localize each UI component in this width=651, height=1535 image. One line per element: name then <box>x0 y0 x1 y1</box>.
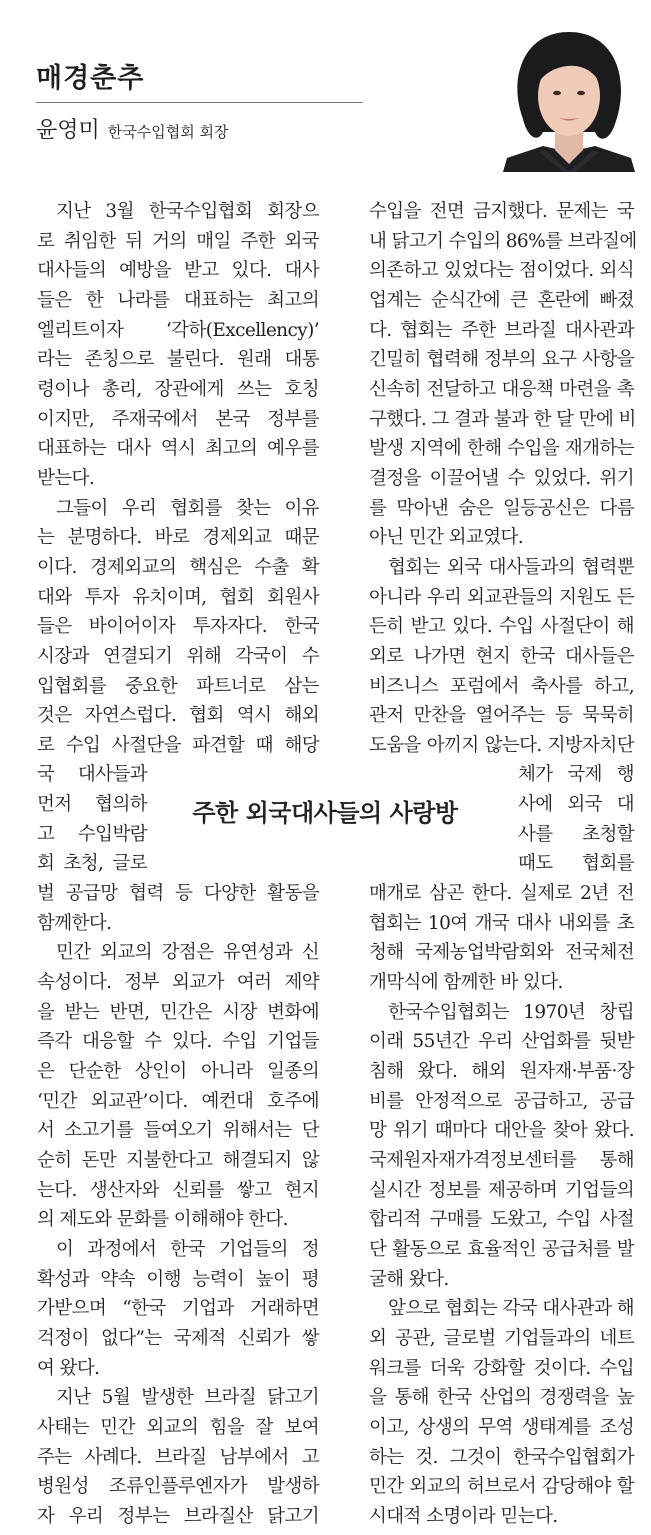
article-line: 들은 바이어이자 투자자다. 한국 <box>37 616 319 638</box>
article-line: 을 통해 한국 산업의 경쟁력을 높 <box>369 1387 634 1409</box>
article-line: 국제원자재가격정보센터를 통해 <box>369 1150 634 1171</box>
article-line: 앞으로 협회는 각국 대사관과 해 <box>388 1298 634 1320</box>
article-line: 협회는 10여 개국 대사 내외를 초 <box>369 912 634 934</box>
article-line: 비를 안정적으로 공급하고, 공급 <box>369 1090 634 1112</box>
article-line: 벌 공급망 협력 등 다양한 활동을 <box>37 883 319 905</box>
article-line: 침해 왔다. 해외 원자재·부품·장 <box>369 1061 634 1083</box>
article-line: 을 받는 반면, 민간은 시장 변화에 <box>37 1001 319 1023</box>
article-line: 엘리트이자 ‘각하(Excellency)’ <box>37 319 319 341</box>
column-name: 매경춘추 <box>36 63 145 94</box>
article-line: 아닌 민간 외교였다. <box>369 527 524 549</box>
article-line: 외 공관, 글로벌 기업들과의 네트 <box>369 1327 634 1349</box>
article-line: 단 활동으로 효율적인 공급처를 발 <box>369 1238 634 1260</box>
article-line: 구했다. 그 결과 불과 한 달 만에 비 <box>369 408 636 430</box>
article-line: 것은 자연스럽다. 협회 역시 해외 <box>37 705 319 727</box>
article-line: 여 왔다. <box>37 1357 100 1379</box>
article-line: 이다. 경제외교의 핵심은 수출 확 <box>37 556 319 578</box>
article-line: 입협회를 중요한 파트너로 삼는 <box>37 675 319 697</box>
article-line: 가받으며 “한국 기업과 거래하면 <box>37 1298 319 1320</box>
article-line: 발생 지역에 한해 수입을 재개하는 <box>369 438 634 460</box>
article-line: 외로 나가면 현지 한국 대사들은 <box>369 645 634 667</box>
author-portrait-icon <box>503 24 635 172</box>
article-line: 하는 것. 그것이 한국수입협회가 <box>369 1446 634 1468</box>
article-line: 이고, 상생의 무역 생태계를 조성 <box>369 1416 634 1438</box>
byline <box>36 113 228 144</box>
article-line: 비즈니스 포럼에서 축사를 하고, <box>369 675 634 697</box>
pull-quote-headline: 주한 외국대사들의 사랑방 <box>192 798 458 827</box>
article-line: 은 단순한 상인이 아니라 일종의 <box>37 1061 319 1083</box>
article-line: 시대적 소명이라 믿는다. <box>369 1505 558 1527</box>
article-line: 실시간 정보를 제공하며 기업들의 <box>369 1179 634 1201</box>
article-line: 를 막아낸 숨은 일등공신은 다름 <box>369 497 634 519</box>
article-line: 한국수입협회는 1970년 창립 <box>388 1001 634 1023</box>
article-line: 의존하고 있었다는 점이었다. 외식 <box>369 260 634 282</box>
article-line: 지난 5월 발생한 브라질 닭고기 <box>56 1387 319 1409</box>
article-line: 든히 받고 있다. 수입 사절단이 해 <box>369 616 634 638</box>
article-line: 매개로 삼곤 한다. 실제로 2년 전 <box>369 883 634 905</box>
article-line: 내 닭고기 수입의 86%를 브라질에 <box>369 230 637 252</box>
article-line: 회 초청, 글로 <box>37 853 147 875</box>
article-line: 민간 외교의 강점은 유연성과 신 <box>56 942 319 964</box>
article-line: 로 수입 사절단을 파견할 때 해당 <box>37 734 319 756</box>
article-line: 고 수입박람 <box>37 823 147 845</box>
article-line: 대표하는 대사 역시 최고의 예우를 <box>37 438 319 460</box>
article-line: 시장과 연결되기 위해 각국이 수 <box>37 645 319 667</box>
article-line: 순히 돈만 지불한다고 해결되지 않 <box>37 1150 319 1171</box>
article-line: 대와 투자 유치이며, 협회 회원사 <box>37 586 319 608</box>
article-line: 사를 초청할 <box>518 823 634 845</box>
article-line: 의 제도와 문화를 이해해야 한다. <box>37 1209 288 1231</box>
article-line: 로 취임한 뒤 거의 매일 주한 외국 <box>37 230 319 252</box>
article-line: 들은 한 나라를 대표하는 최고의 <box>37 289 319 311</box>
article-line: 대사들의 예방을 받고 있다. 대사 <box>37 260 319 282</box>
author-title: 한국수입협회 회장 <box>107 123 229 141</box>
article-line: 긴밀히 협력해 정부의 요구 사항을 <box>369 349 634 371</box>
article-line: 망 위기 때마다 대안을 찾아 왔다. <box>369 1120 634 1142</box>
article-line: 수입을 전면 금지했다. 문제는 국 <box>369 201 634 222</box>
article-line: 협회는 외국 대사들과의 협력뿐 <box>388 556 634 578</box>
article-line: 워크를 더욱 강화할 것이다. 수입 <box>369 1357 634 1379</box>
article-line: 함께한다. <box>37 912 112 934</box>
article-line: 먼저 협의하 <box>37 794 147 816</box>
article-line: 병원성 조류인플루엔자가 발생하 <box>37 1476 319 1498</box>
article-line: 관저 만찬을 열어주는 등 묵묵히 <box>369 705 634 727</box>
article-line: 업계는 순식간에 큰 혼란에 빠졌 <box>369 289 634 311</box>
article-line: 신속히 전달하고 대응책 마련을 촉 <box>369 378 634 400</box>
article-line: 속성이다. 정부 외교가 여러 제약 <box>37 972 319 994</box>
article-line: 는 분명하다. 바로 경제외교 때문 <box>37 527 319 549</box>
article-line: 사태는 민간 외교의 힘을 잘 보여 <box>37 1416 319 1438</box>
article-line: 이 과정에서 한국 기업들의 정 <box>56 1238 319 1260</box>
article-line: 합리적 구매를 도왔고, 수입 사절 <box>369 1209 634 1231</box>
author-name: 윤영미 <box>36 118 100 143</box>
article-line: 민간 외교의 허브로서 감당해야 할 <box>369 1476 634 1498</box>
article-line: 결정을 이끌어낼 수 있었다. 위기 <box>369 467 634 489</box>
article-line: 굴해 왔다. <box>369 1268 449 1290</box>
article-line: ‘민간 외교관’이다. 예컨대 호주에 <box>37 1090 319 1112</box>
article-line: 개막식에 함께한 바 있다. <box>369 972 563 994</box>
article-line: 령이나 총리, 장관에게 쓰는 호칭 <box>37 378 319 400</box>
article-line: 걱정이 없다”는 국제적 신뢰가 쌓 <box>37 1327 319 1349</box>
article-line: 사에 외국 대 <box>518 794 634 816</box>
article-column-left <box>37 197 319 1532</box>
article-line: 주는 사례다. 브라질 남부에서 고 <box>37 1446 319 1468</box>
article-line: 다. 협회는 주한 브라질 대사관과 <box>369 319 634 341</box>
article-line: 도움을 아끼지 않는다. 지방자치단 <box>369 734 634 756</box>
article-line: 지난 3월 한국수입협회 회장으 <box>56 201 319 222</box>
article-line: 청해 국제농업박람회와 전국체전 <box>369 942 634 964</box>
article-column-right <box>369 197 637 1532</box>
article-line: 확성과 약속 이행 능력이 높이 평 <box>37 1268 319 1290</box>
article-line: 자 우리 정부는 브라질산 닭고기 <box>37 1505 319 1527</box>
article-line: 국 대사들과 <box>37 764 147 786</box>
article-line: 이래 55년간 우리 산업화를 뒷받 <box>369 1031 634 1053</box>
article-line: 즉각 대응할 수 있다. 수입 기업들 <box>37 1031 319 1053</box>
header-divider <box>36 102 363 103</box>
article-line: 그들이 우리 협회를 찾는 이유 <box>56 497 319 519</box>
article-line: 는다. 생산자와 신뢰를 쌓고 현지 <box>37 1179 319 1201</box>
article-line: 받는다. <box>37 467 95 489</box>
article-line: 서 소고기를 들여오기 위해서는 단 <box>37 1120 319 1142</box>
article-line: 이지만, 주재국에서 본국 정부를 <box>37 408 319 430</box>
article-line: 때도 협회를 <box>518 853 634 875</box>
article-line: 아니라 우리 외교관들의 지원도 든 <box>369 586 634 608</box>
article-line: 라는 존칭으로 불린다. 원래 대통 <box>37 349 319 371</box>
article-line: 체가 국제 행 <box>518 764 634 786</box>
